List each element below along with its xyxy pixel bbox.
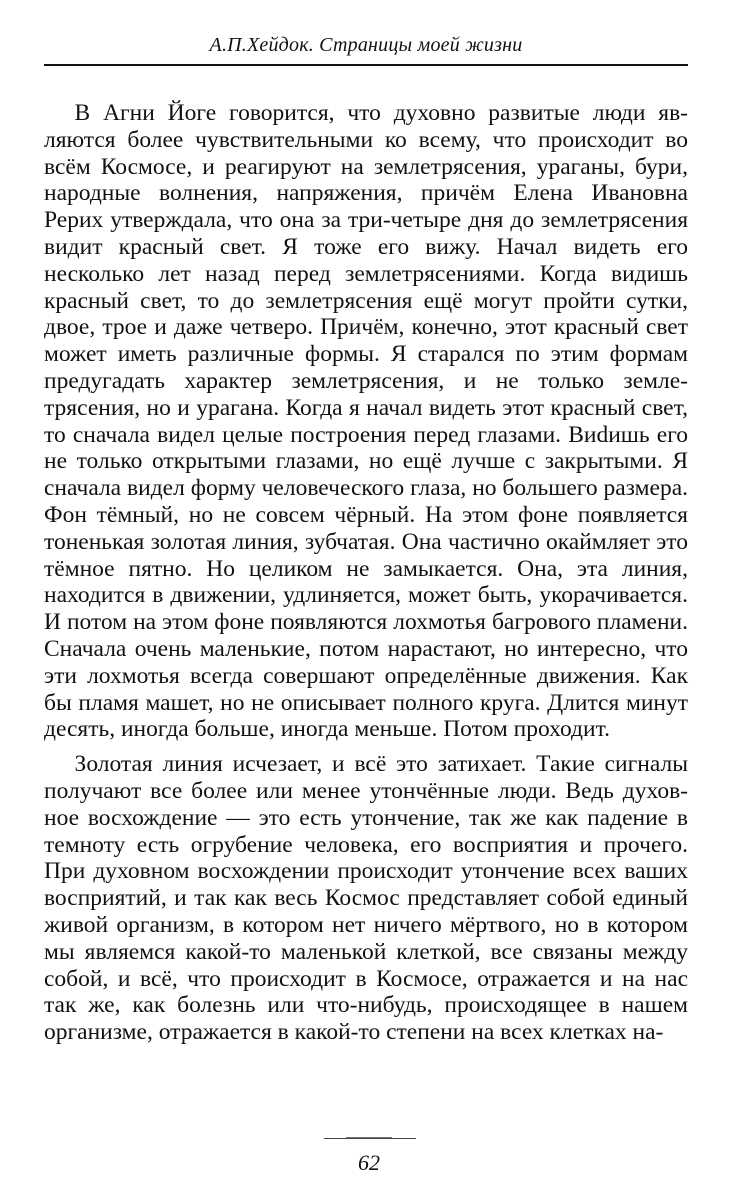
running-header: А.П.Хейдок. Страницы моей жизни — [209, 34, 523, 56]
footer-ornament — [324, 1138, 416, 1139]
paragraph-2: Золотая линия исчезает, и всё это затихает. Такие сигналы получают все более или менее утончённые люди. Ведь духовное восхождение — это есть утончение, так же как падение в темноту есть огрубение человека, его восприятия и прочего. При духовном восхождении происходит утончение всех ваших восприятий, и так как весь Космос представляет собой единый живой организм, в котором нет ничего мёртвого, но в котором мы являемся какой-то маленькой клеткой, все связаны между собой, и всё, что происходит в Космосе, отражается и на нас так же, как болезнь или что-нибудь, происходящее в нашем организме, отражается в какой-то степени на всех клетках на- — [44, 751, 688, 1046]
header-rule — [44, 64, 688, 66]
paragraph-1: В Агни Йоге говорится, что духовно развитые люди являются более чувствительными ко всему, что происходит во всём Космосе, и реагируют на землетрясения, ураганы, бури, народные волнения, напряжения, причём Елена Ивановна Рерих утверждала, что она за три-четыре дня до землетрясения видит красный свет. Я тоже его вижу. Начал видеть его несколько лет назад перед землетрясениями. Когда видишь красный свет, то до землетрясения ещё могут пройти сутки, двое, трое и даже четверо. Причём, конечно, этот красный свет может иметь различные формы. Я старался по этим формам предугадать характер землетрясения, и не только землетрясения, но и урагана. Когда я начал видеть этот красный свет, то сначала видел целые построения перед глазами. Виdишь его не только открытыми глазами, но ещё лучше с закрытыми. Я сначала видел форму человеческого глаза, но большего размера. Фон тёмный, но не совсем чёрный. На этом фоне появляется тоненькая золотая линия, зубчатая. Она частично окаймляет это тёмное пятно. Но целиком не замыкается. Она, эта линия, находится в движении, удлиняется, может быть, укорачивается. И потом на этом фоне появляются лохмотья багрового пламени. Сначала очень маленькие, потом нарастают, но интересно, что эти лохмотья всегда совершают определённые движения. Как бы пламя машет, но не описывает полного круга. Длится минут десять, иногда больше, иногда меньше. Потом проходит. — [44, 100, 688, 743]
page-number: 62 — [358, 1150, 380, 1175]
body-text — [44, 100, 688, 1046]
